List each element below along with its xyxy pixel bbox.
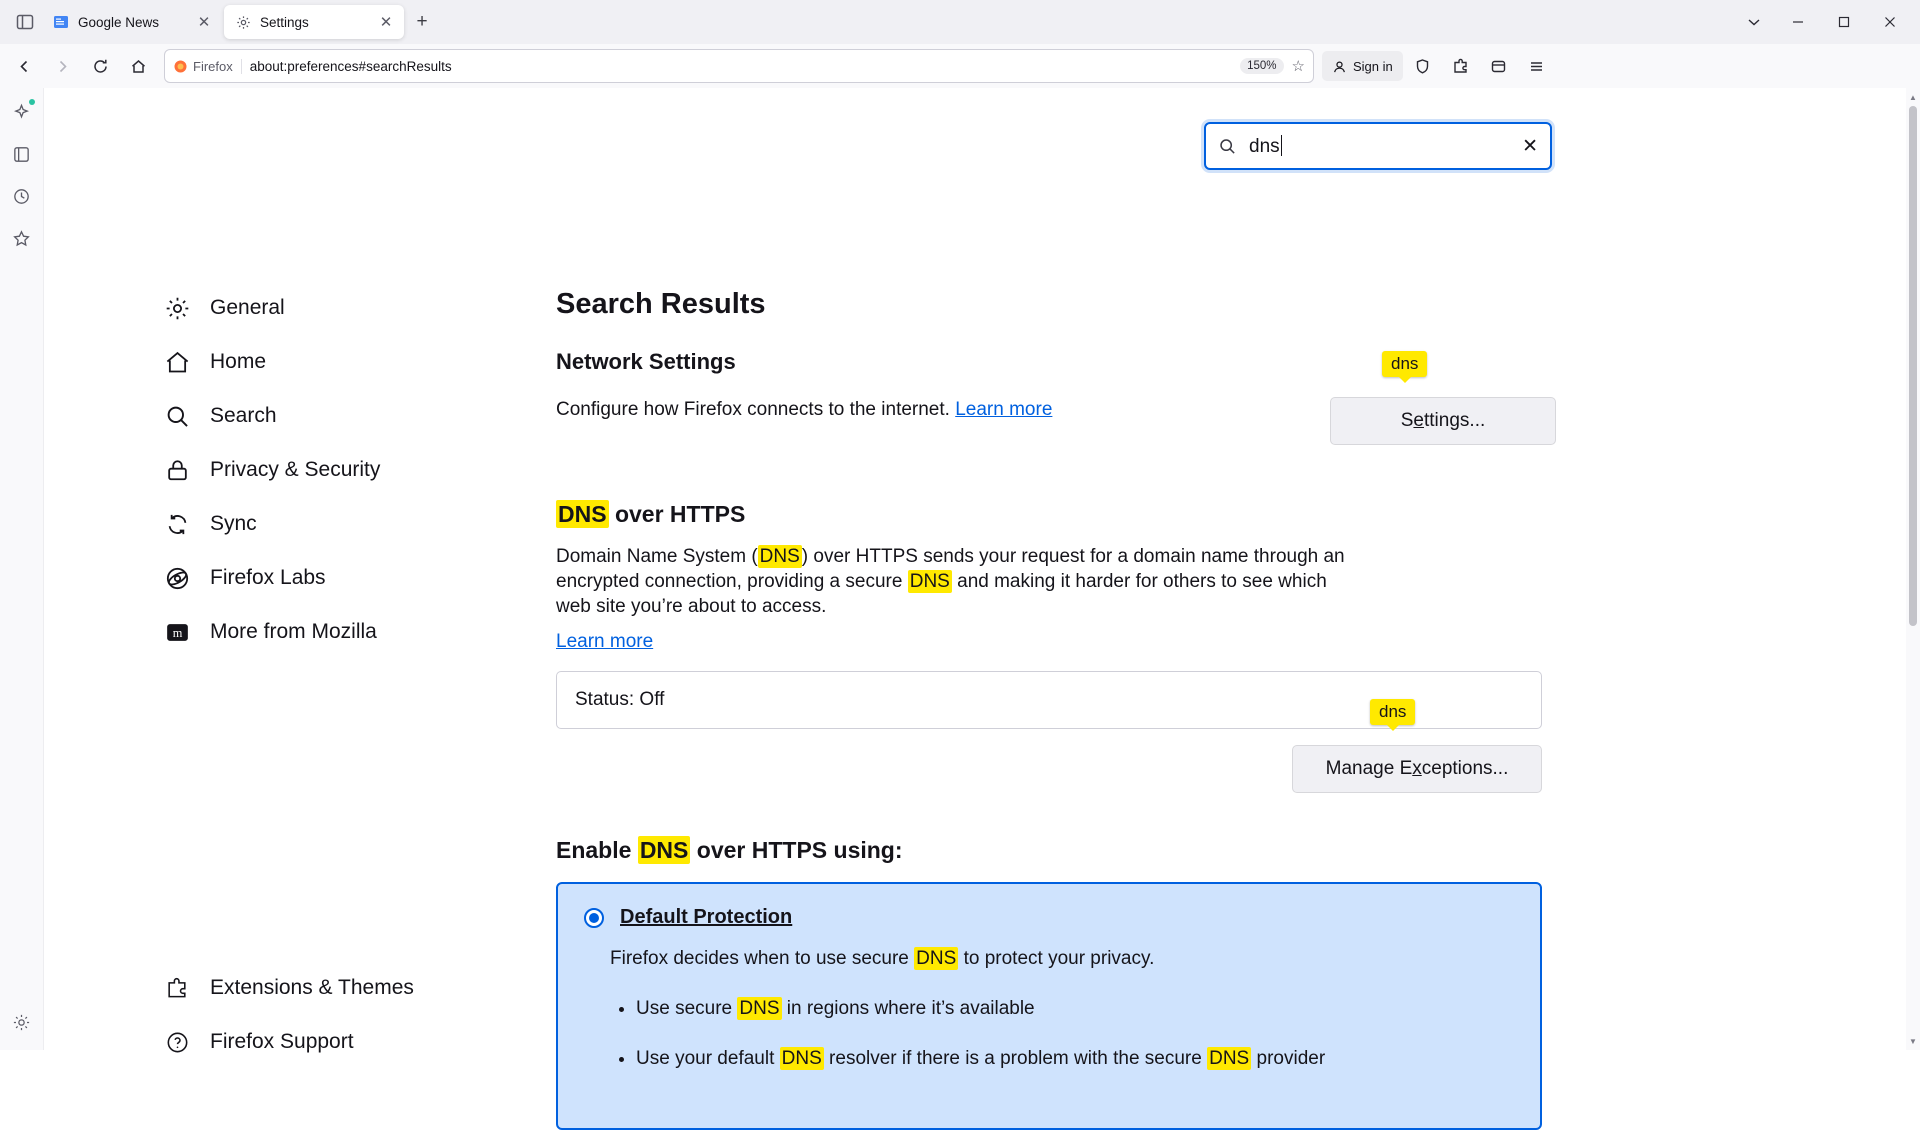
sidebar-item-label: More from Mozilla — [210, 620, 377, 643]
status-dot — [29, 99, 35, 105]
highlight-dns: DNS — [558, 501, 607, 527]
sidebar-toggle-icon[interactable] — [8, 5, 42, 39]
extensions-icon[interactable] — [1443, 49, 1479, 83]
close-icon[interactable]: ✕ — [379, 14, 393, 31]
keytip-settings-button: dns — [1382, 351, 1427, 377]
scrollbar-thumb[interactable] — [1909, 106, 1917, 626]
shield-icon[interactable] — [1405, 49, 1441, 83]
identity-label: Firefox — [193, 58, 233, 74]
new-tab-button[interactable]: + — [416, 11, 428, 32]
sign-in-label: Sign in — [1353, 58, 1393, 74]
doh-heading: DNS over HTTPS — [558, 501, 746, 527]
sidebar-item-extensions-themes[interactable] — [154, 968, 444, 1008]
page-scrollbar[interactable] — [1906, 88, 1920, 1050]
tab-google-news[interactable] — [42, 5, 222, 39]
ai-chatbot-icon[interactable] — [8, 98, 36, 126]
doh-option-default-protection[interactable] — [556, 882, 1542, 1130]
svg-text:m: m — [172, 625, 182, 640]
scroll-down-arrow[interactable]: ▼ — [1909, 1036, 1917, 1046]
close-window-button[interactable] — [1868, 3, 1912, 41]
bookmarks-sidebar-icon[interactable] — [8, 140, 36, 168]
sidebar-item-general[interactable] — [154, 288, 444, 328]
reload-icon[interactable] — [82, 49, 118, 83]
tab-strip — [0, 0, 1920, 44]
history-icon[interactable] — [8, 182, 36, 210]
sidebar-item-firefox-support[interactable] — [154, 1022, 444, 1062]
sidebar-item-firefox-labs[interactable] — [154, 558, 444, 598]
account-toolbar-icon[interactable] — [1481, 49, 1517, 83]
learn-more-link-doh[interactable]: Learn more — [556, 631, 654, 653]
sync-icon — [162, 509, 192, 539]
sidebar-item-label: Search — [210, 404, 277, 427]
news-icon — [52, 13, 70, 31]
sidebar-item-label: Sync — [210, 512, 257, 535]
highlight-dns: DNS — [639, 837, 689, 864]
bookmark-star-icon[interactable]: ☆ — [1291, 58, 1305, 75]
sidebar-item-label: Home — [210, 350, 267, 373]
url-bar[interactable] — [164, 49, 1314, 83]
highlight-dns: DNS — [916, 948, 957, 970]
highlight-dns: DNS — [781, 1047, 822, 1069]
preferences-nav — [154, 288, 444, 652]
lock-icon — [162, 455, 192, 485]
highlight-dns: DNS — [739, 997, 780, 1019]
highlight-dns: DNS — [1209, 1047, 1250, 1069]
site-identity[interactable] — [173, 59, 242, 74]
labs-icon — [162, 563, 192, 593]
list-item: • Use secure DNS in regions where it’s available — [636, 998, 1514, 1020]
search-icon — [1218, 137, 1237, 156]
sidebar-item-sync[interactable] — [154, 504, 444, 544]
radio-bullet-list — [636, 998, 1514, 1070]
clear-search-icon[interactable]: ✕ — [1522, 135, 1538, 157]
gear-icon — [234, 13, 252, 31]
minimize-button[interactable] — [1776, 3, 1820, 41]
sidebar-item-label: Privacy & Security — [210, 458, 381, 481]
close-icon[interactable]: ✕ — [197, 14, 211, 31]
main-area — [0, 88, 1920, 1069]
sidebar-item-more-from-mozilla[interactable] — [154, 612, 444, 652]
help-icon — [162, 1027, 192, 1057]
dns-over-https-section — [556, 501, 1556, 1130]
manage-exceptions-row — [556, 702, 1542, 793]
doh-description: Domain Name System ( DNS ) over HTTPS sends your request for a domain name through an encrypted connection, providing a secure DNS and making it harder for others to see which web site you’re about to access. — [556, 546, 1345, 618]
search-results-pane — [556, 288, 1556, 1130]
account-icon — [1332, 59, 1347, 74]
learn-more-link-network[interactable]: Learn more — [955, 399, 1053, 420]
network-settings-description: Configure how Firefox connects to the internet. Learn more — [556, 399, 1053, 420]
sidebar-strip — [0, 88, 44, 1050]
radio-label: Default Protection — [620, 906, 793, 929]
mozilla-icon — [162, 617, 192, 647]
preferences-nav-bottom — [154, 968, 444, 1062]
network-settings-button[interactable]: Settings... — [1330, 397, 1556, 445]
url-text[interactable]: about:preferences#searchResults — [249, 58, 452, 74]
firefox-icon — [173, 59, 188, 74]
home-icon — [162, 347, 192, 377]
doh-status-text: Status: Off — [575, 689, 665, 711]
scroll-up-arrow[interactable]: ▲ — [1909, 92, 1917, 102]
search-input[interactable] — [1204, 122, 1552, 170]
home-icon[interactable] — [120, 49, 156, 83]
keytip-manage-exceptions: dns — [1370, 699, 1415, 725]
maximize-button[interactable] — [1822, 3, 1866, 41]
sidebar-item-search[interactable] — [154, 396, 444, 436]
forward-icon[interactable] — [44, 49, 80, 83]
star-bookmarks-icon[interactable] — [8, 224, 36, 252]
radio-head[interactable] — [584, 906, 1514, 929]
radio-description: Firefox decides when to use secure DNS to protect your privacy. — [610, 948, 1155, 970]
manage-exceptions-button[interactable]: Manage Exceptions... — [1292, 745, 1542, 793]
sidebar-item-label: Extensions & Themes — [210, 976, 414, 999]
gear-icon — [162, 293, 192, 323]
sidebar-item-label: Firefox Support — [210, 1030, 354, 1053]
tab-settings[interactable] — [224, 5, 404, 39]
extensions-icon — [162, 973, 192, 1003]
network-settings-heading: Network Settings — [556, 349, 736, 374]
app-menu-icon[interactable] — [1519, 49, 1555, 83]
sidebar-settings-icon[interactable] — [8, 1008, 36, 1036]
window-controls — [1734, 3, 1912, 41]
zoom-level-badge[interactable]: 150% — [1240, 58, 1283, 74]
preferences-search-wrap — [1204, 122, 1552, 170]
sidebar-item-home[interactable] — [154, 342, 444, 382]
sidebar-item-label: Firefox Labs — [210, 566, 326, 589]
enable-doh-title: Enable DNS over HTTPS using: — [556, 837, 903, 864]
tab-title: Settings — [260, 14, 309, 30]
highlight-dns: DNS — [759, 546, 800, 567]
list-item: • Use your default DNS resolver if there is a problem with the secure DNS provider — [636, 1048, 1514, 1070]
sign-in-button[interactable] — [1322, 51, 1403, 81]
sidebar-item-privacy-security[interactable] — [154, 450, 444, 490]
navigation-toolbar — [0, 44, 1920, 88]
back-icon[interactable] — [6, 49, 42, 83]
highlight-dns: DNS — [909, 571, 950, 593]
page-title: Search Results — [556, 288, 766, 320]
radio-button-default-protection[interactable] — [584, 908, 604, 928]
list-all-tabs-icon[interactable] — [1734, 6, 1774, 38]
search-icon — [162, 401, 192, 431]
search-input-text[interactable]: dns — [1249, 135, 1280, 157]
tab-title: Google News — [78, 14, 160, 30]
sidebar-item-label: General — [210, 296, 285, 319]
preferences-page — [44, 88, 1920, 1069]
